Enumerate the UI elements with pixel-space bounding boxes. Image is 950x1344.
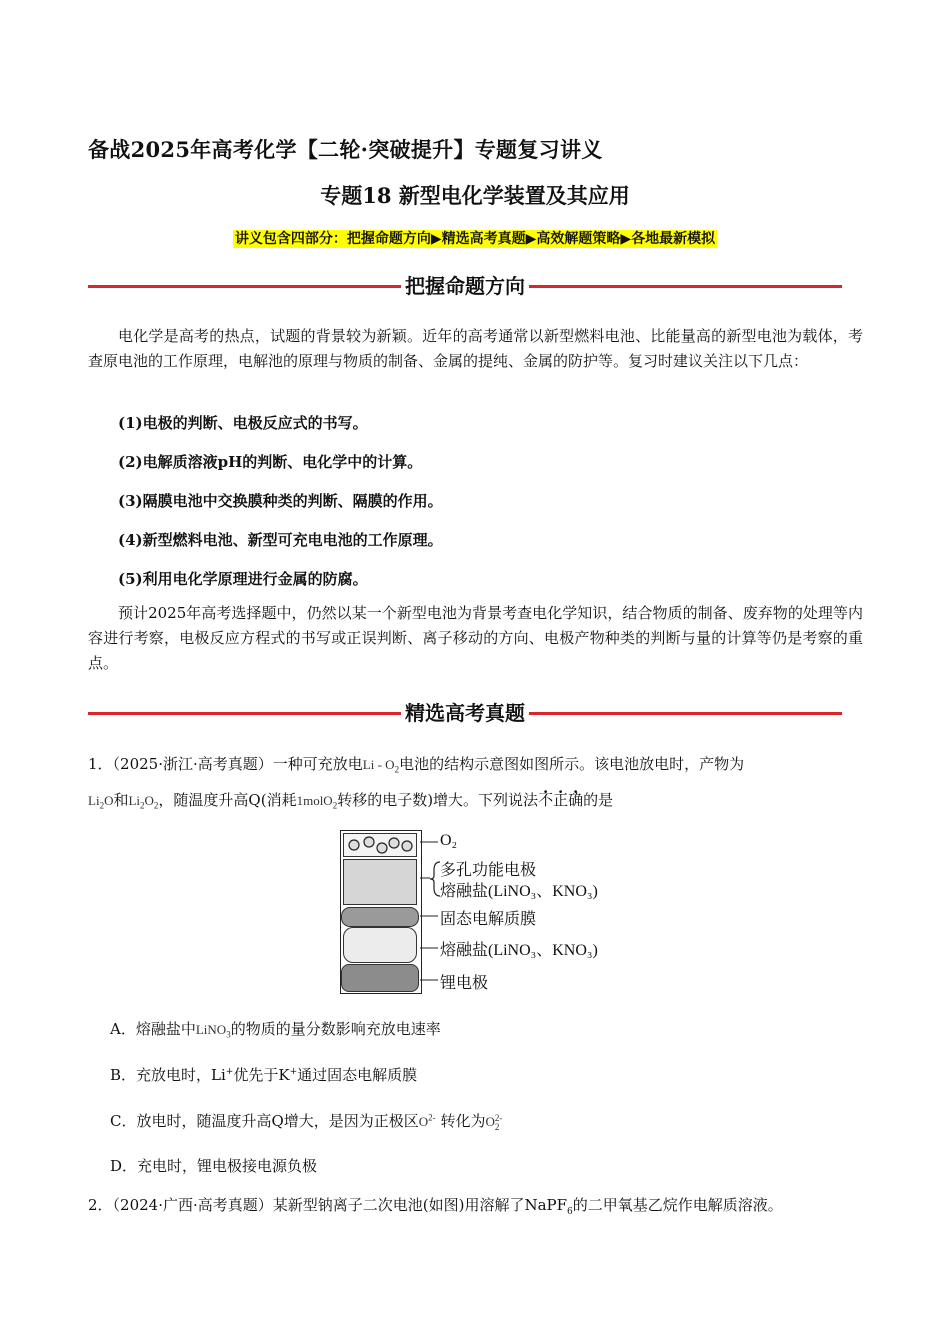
formula-lino3: LiNO$_3$ (195, 1022, 231, 1040)
section-title: 精选高考真题 (401, 698, 529, 728)
section-header-direction (88, 271, 842, 301)
question-text: 和 (113, 790, 129, 809)
key-point-4: (4)新型燃料电池、新型可充电电池的工作原理。 (118, 531, 443, 549)
emphasis-char: 不 (538, 790, 554, 809)
question-text: 某新型钠离子二次电池(如图)用溶解了NaPF (272, 1196, 568, 1214)
option-c[interactable]: C．放电时，随温度升高Q增大，是因为正极区$O^{2-}$ 转化为O 2- 2 (110, 1112, 503, 1133)
question-text: 一种可充放电 (272, 755, 363, 773)
question-1-text (88, 749, 863, 820)
section-header-exam (88, 698, 842, 728)
key-point-2: (2)电解质溶液pH的判断、电化学中的计算。 (118, 453, 423, 471)
parts-text: 讲义包含四部分：把握命题方向▶精选高考真题▶高效解题策略▶各地最新模拟 (234, 231, 716, 247)
emphasis-char: 确 (568, 790, 584, 809)
formula-1molo2: 1molO$_2$ (296, 792, 338, 811)
option-b[interactable]: B．充放电时，Li+优先于K+通过固态电解质膜 (110, 1066, 418, 1084)
lithium-electrode (341, 964, 419, 992)
oxygen-bubbles-icon (344, 834, 416, 856)
key-point-5: (5)利用电化学原理进行金属的防腐。 (118, 570, 368, 588)
solid-electrolyte-membrane (341, 907, 419, 927)
question-number: 1． (88, 755, 113, 773)
porous-electrode-layer (343, 859, 417, 905)
formula-li-o2: Li - $O_2$ (362, 757, 400, 775)
question-source: （2025·浙江·高考真题） (112, 755, 273, 773)
formula-li2o: $Li_2O$ (88, 792, 114, 811)
key-point-3: (3)隔膜电池中交换膜种类的判断、隔膜的作用。 (118, 492, 443, 510)
battery-structure-diagram (336, 826, 626, 998)
question-text: 的二甲氧基乙烷作电解质溶液。 (572, 1196, 783, 1214)
label-solid-membrane: 固态电解质膜 (440, 911, 537, 928)
molten-salt-layer (343, 927, 417, 963)
intro-paragraph: 电化学是高考的热点，试题的背景较为新颖。近年的高考通常以新型燃料电池、比能量高的新型电池为载体，考查原电池的工作原理，电解池的原理与物质的制备、金属的提纯、金属的防护等。复习时建议关注以下几点： (88, 327, 863, 370)
forecast-paragraph: 预计2025年高考选择题中，仍然以某一个新型电池为背景考查电化学知识，结合物质的制备、废弃物的处理等内容进行考察，电极反应方程式的书写或正误判断、离子移动的方向、电极产物种类的判断与量的计算等仍是考察的重点。 (88, 604, 863, 672)
question-number: 2． (88, 1196, 113, 1214)
emphasis-char: 正 (553, 790, 569, 809)
label-molten-salt-upper: 熔融盐(LiNO₃、KNO₃) (440, 883, 598, 900)
question-source: （2024·广西·高考真题） (112, 1196, 273, 1214)
question-text: 的是 (583, 790, 614, 809)
label-o2: O₂ (440, 832, 458, 849)
question-text: ，随温度升高Q(消耗 (158, 790, 297, 809)
subscript: 6 (567, 1207, 573, 1217)
label-molten-salt-lower: 熔融盐(LiNO₃、KNO₃) (440, 942, 598, 959)
parts-banner (0, 228, 950, 248)
label-lithium-electrode: 锂电极 (440, 975, 489, 992)
option-d[interactable]: D．充电时，锂电极接电源负极 (110, 1157, 318, 1175)
oxygen-region (343, 833, 417, 857)
topic-title: 专题18 新型电化学装置及其应用 (320, 183, 630, 208)
question-2-text (88, 1190, 863, 1227)
ion-peroxide: O 2- 2 (485, 1113, 503, 1133)
section-title: 把握命题方向 (401, 271, 529, 301)
label-porous-electrode: 多孔功能电极 (440, 862, 537, 879)
ion-oxide: $O^{2-}$ (418, 1112, 436, 1129)
key-point-1: (1)电极的判断、电极反应式的书写。 (118, 414, 368, 432)
document-title: 备战2025年高考化学【二轮·突破提升】专题复习讲义 (88, 137, 603, 162)
battery-cell (340, 830, 422, 994)
formula-li2o2: $Li_2O_2$ (128, 792, 159, 811)
question-text: 电池的结构示意图如图所示。该电池放电时，产物为 (399, 755, 745, 773)
option-a[interactable]: A．熔融盐中LiNO$_3$的物质的量分数影响充放电速率 (110, 1020, 441, 1040)
question-text: 转移的电子数)增大。下列说法 (337, 790, 539, 809)
